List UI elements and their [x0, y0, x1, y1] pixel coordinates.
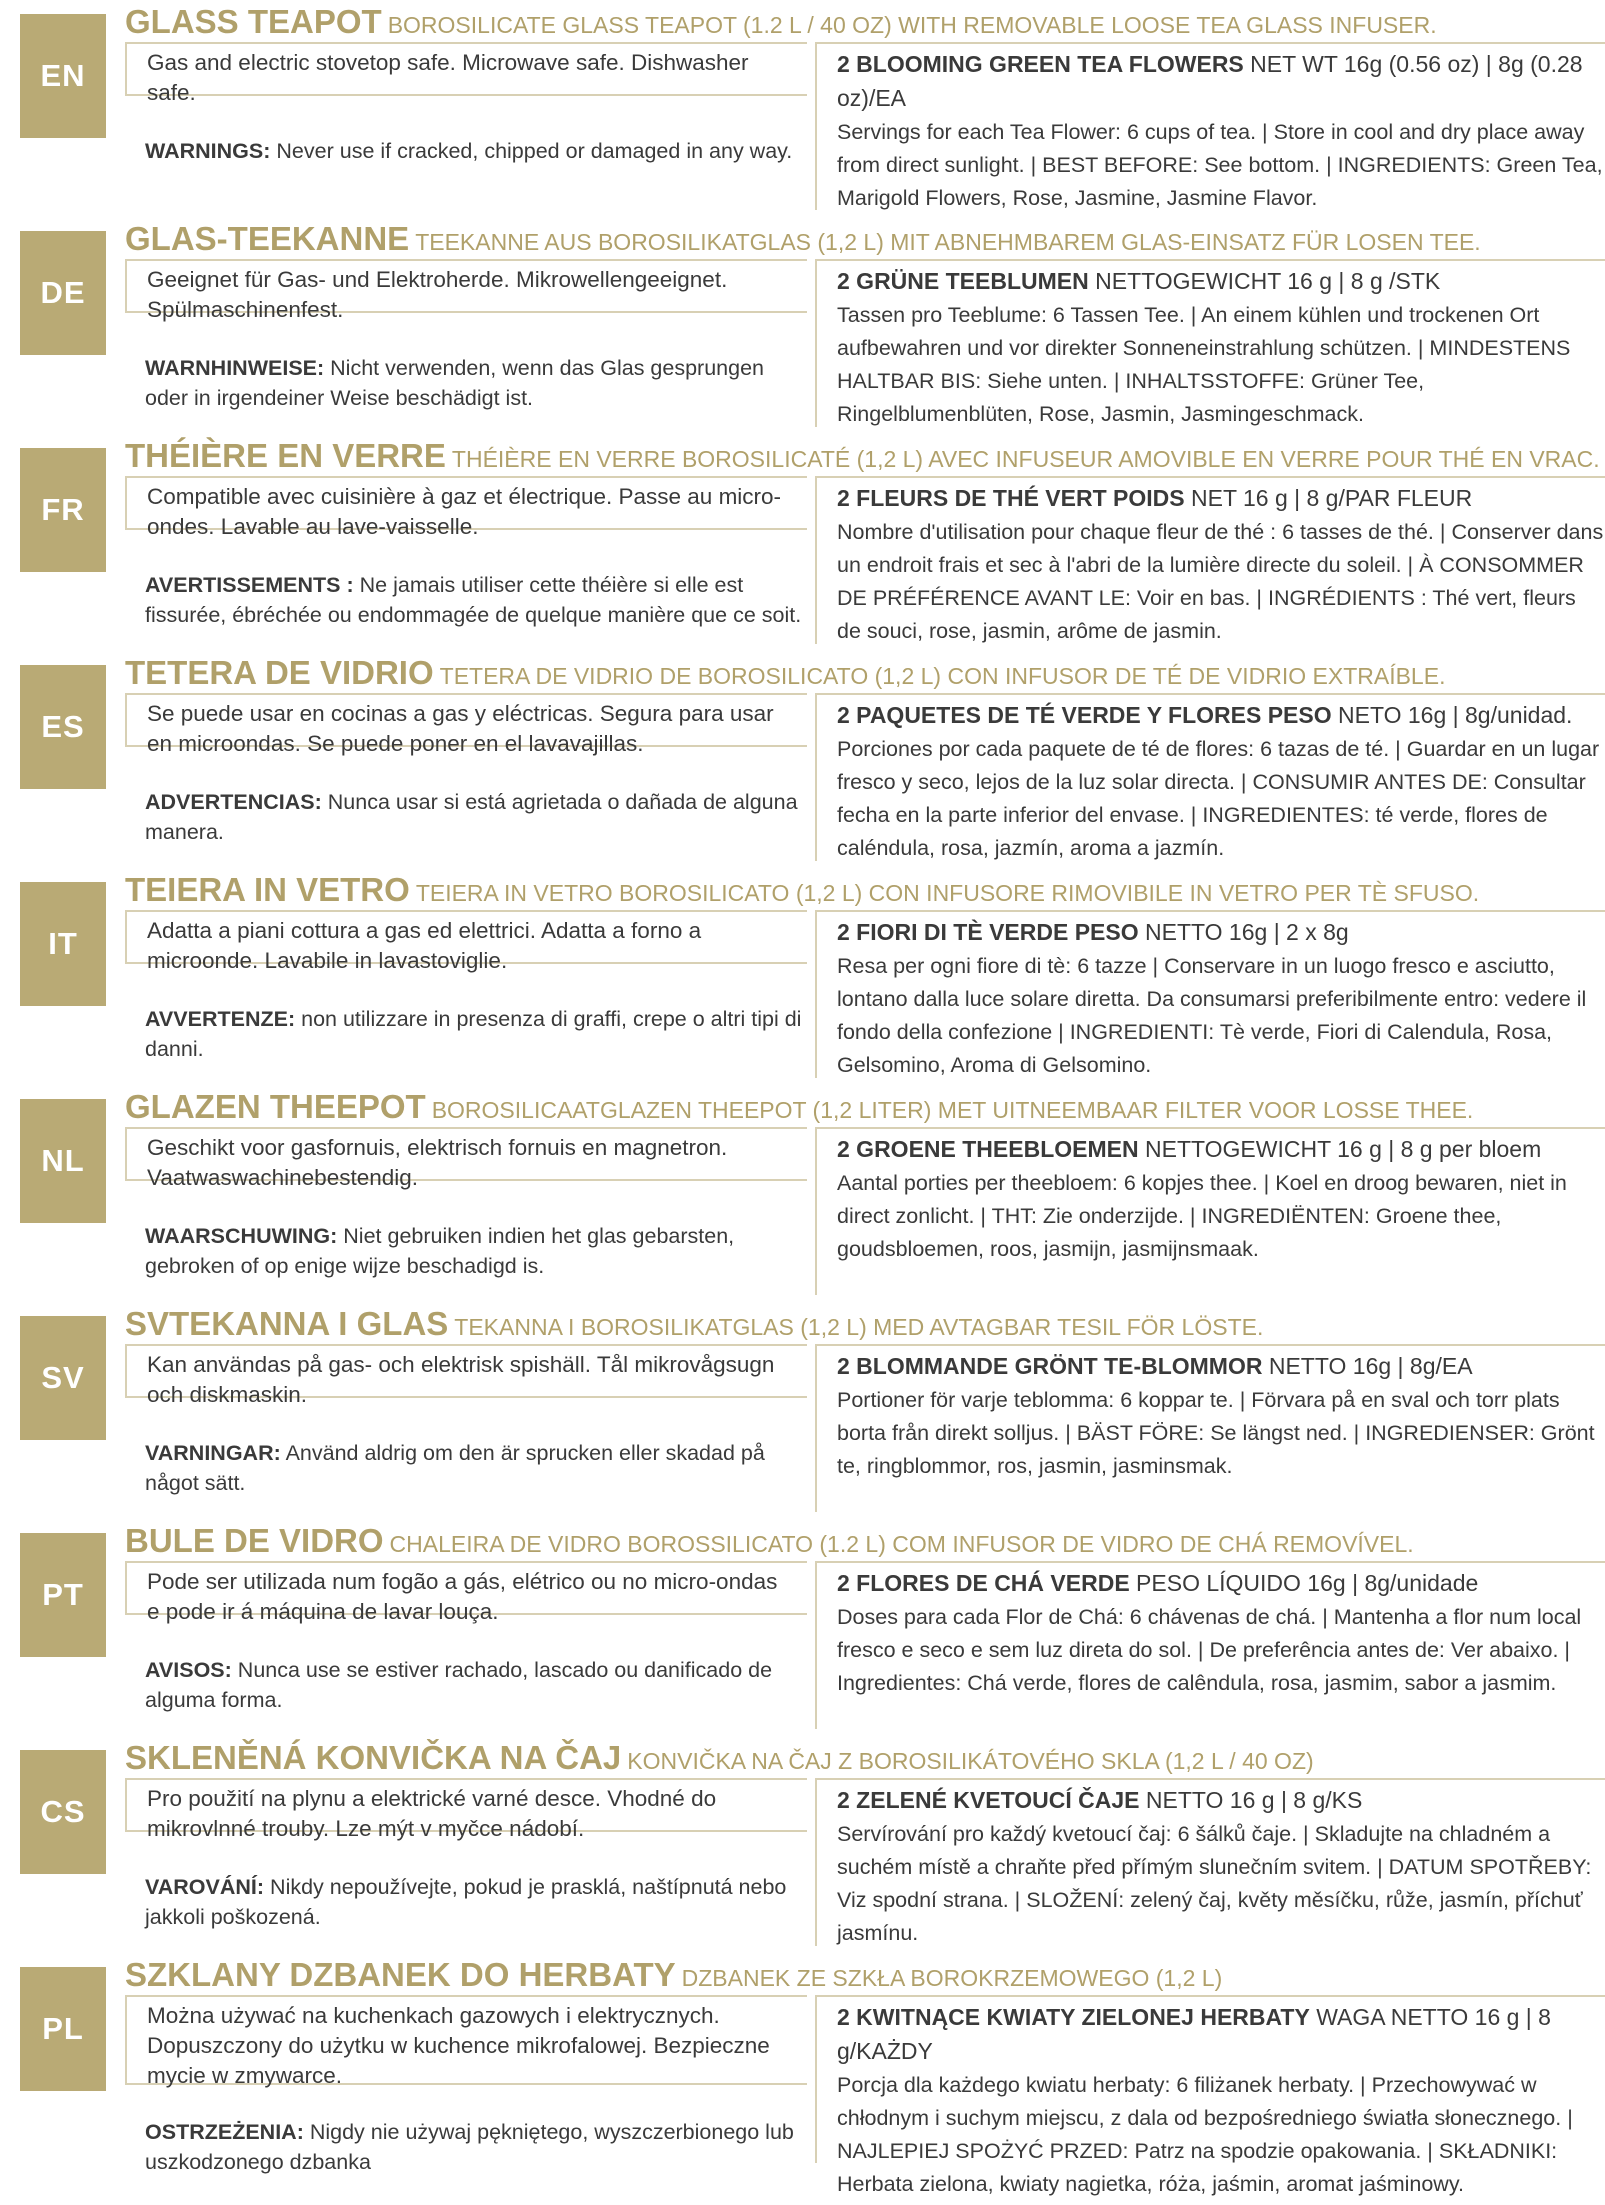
warning	[145, 570, 805, 630]
language-badge: EN	[20, 14, 106, 138]
product-subtitle: DZBANEK ZE SZKŁA BOROKRZEMOWEGO (1,2 L)	[681, 1965, 1223, 1991]
product-weight: NETTOGEWICHT 16 g | 8 g /STK	[1095, 268, 1441, 294]
product-name: THÉIÈRE EN VERRE	[125, 437, 446, 474]
warning	[145, 2117, 805, 2177]
product-subtitle: KONVIČKA NA ČAJ Z BOROSILIKÁTOVÉHO SKLA (1,2 L / 40 OZ)	[627, 1748, 1314, 1774]
product-name: BULE DE VIDRO	[125, 1522, 384, 1559]
warning-label: AVERTISSEMENTS :	[145, 573, 354, 597]
usage-box	[125, 1995, 807, 2088]
language-badge: CS	[20, 1750, 106, 1874]
product-name: SKLENĚNÁ KONVIČKA NA ČAJ	[125, 1739, 622, 1776]
usage-text: Można używać na kuchenkach gazowych i elektrycznych. Dopuszczony do użytku w kuchence mikrofalowej. Bezpieczne mycie w zmywarce.	[147, 2003, 770, 2088]
product-weight: PESO LÍQUIDO 16g | 8g/unidade	[1136, 1570, 1479, 1596]
product-name: GLAS-TEEKANNE	[125, 220, 410, 257]
language-badge: SV	[20, 1316, 106, 1440]
usage-text: Compatible avec cuisinière à gaz et électrique. Passe au micro-ondes. Lavable au lave-vaisselle.	[147, 484, 782, 539]
usage-box	[125, 1344, 807, 1407]
warning-text: Nigdy nie używaj pękniętego, wyszczerbionego lub uszkodzonego dzbanka	[145, 2120, 794, 2174]
product-subtitle: BOROSILICAATGLAZEN THEEPOT (1,2 LITER) MET UITNEEMBAAR FILTER VOOR LOSSE THEE.	[431, 1097, 1474, 1123]
warning	[145, 1655, 805, 1715]
product-name: SVTEKANNA I GLAS	[125, 1305, 449, 1342]
usage-text: Pode ser utilizada num fogão a gás, elétrico ou no micro-ondas e pode ir á máquina de lavar louça.	[147, 1569, 778, 1624]
section-title	[125, 868, 1479, 912]
product-info-box	[815, 1127, 1605, 1295]
warning-text: Använd aldrig om den är sprucken eller skadad på något sätt.	[145, 1441, 765, 1495]
product-info-box	[815, 42, 1605, 210]
product-title: 2 BLOMMANDE GRÖNT TE-BLOMMOR	[837, 1353, 1263, 1379]
warning-text: Never use if cracked, chipped or damaged in any way.	[276, 139, 793, 163]
product-name: TEIERA IN VETRO	[125, 871, 410, 908]
usage-box	[125, 1561, 807, 1624]
product-info-box	[815, 1995, 1605, 2196]
product-title: 2 GROENE THEEBLOEMEN	[837, 1136, 1139, 1162]
product-title: 2 PAQUETES DE TÉ VERDE Y FLORES PESO	[837, 702, 1332, 728]
section-title	[125, 1736, 1314, 1780]
warning-label: WAARSCHUWING:	[145, 1224, 338, 1248]
product-title: 2 KWITNĄCE KWIATY ZIELONEJ HERBATY	[837, 2004, 1310, 2030]
section-title	[125, 1302, 1263, 1346]
product-subtitle: TEEKANNE AUS BOROSILIKATGLAS (1,2 L) MIT ABNEHMBAREM GLAS-EINSATZ FÜR LOSEN TEE.	[415, 229, 1481, 255]
usage-box	[125, 1778, 807, 1841]
warning-text: Nunca use se estiver rachado, lascado ou danificado de alguma forma.	[145, 1658, 773, 1712]
language-badge: ES	[20, 665, 106, 789]
warning	[145, 136, 805, 166]
language-badge: PL	[20, 1967, 106, 2091]
product-title: 2 BLOOMING GREEN TEA FLOWERS	[837, 51, 1244, 77]
product-details: Portioner för varje teblomma: 6 koppar te. | Förvara på en sval och torr plats borta från direkt solljus. | BÄST FÖRE: Se längst ned. | INGREDIENSER: Grönt te, ringblommor, ros, jasmin, jasminsmak.	[837, 1388, 1595, 1478]
warning-text: Nunca usar si está agrietada o dañada de alguna manera.	[145, 790, 798, 844]
product-name: GLASS TEAPOT	[125, 3, 382, 40]
product-title: 2 FIORI DI TÈ VERDE PESO	[837, 919, 1139, 945]
product-details: Porcja dla każdego kwiatu herbaty: 6 filiżanek herbaty. | Przechowywać w chłodnym i suchym miejscu, z dala od bezpośredniego światła słonecznego. | NAJLEPIEJ SPOŻYĆ PRZED: Patrz na spodzie opakowania. | SKŁADNIKI: Herbata zielona, kwiaty nagietka, róża, jaśmin, aromat jaśminowy.	[837, 2073, 1573, 2196]
usage-box	[125, 42, 807, 105]
warning-label: AVVERTENZE:	[145, 1007, 296, 1031]
product-weight: WAGA NETTO 16 g | 8 g/KAŻDY	[837, 2004, 1551, 2064]
usage-text: Geschikt voor gasfornuis, elektrisch fornuis en magnetron. Vaatwaswachinebestendig.	[147, 1135, 728, 1190]
product-name: GLAZEN THEEPOT	[125, 1088, 426, 1125]
product-details: Porciones por cada paquete de té de flores: 6 tazas de té. | Guardar en un lugar fresco y seco, lejos de la luz solar directa. | CONSUMIR ANTES DE: Consultar fecha en la parte inferior del envase. | INGREDIENTES: té verde, flores de caléndula, rosa, jazmín, aroma a jazmín.	[837, 737, 1600, 860]
usage-text: Se puede usar en cocinas a gas y eléctricas. Segura para usar en microondas. Se puede poner en el lavavajillas.	[147, 701, 774, 756]
usage-box	[125, 1127, 807, 1190]
warning-label: VARNINGAR:	[145, 1441, 281, 1465]
product-details: Resa per ogni fiore di tè: 6 tazze | Conservare in un luogo fresco e asciutto, lontano dalla luce solare diretta. Da consumarsi preferibilmente entro: vedere il fondo della confezione | INGREDIENTI: Tè verde, Fiori di Calendula, Rosa, Gelsomino, Aroma di Gelsomino.	[837, 954, 1587, 1077]
language-badge: DE	[20, 231, 106, 355]
product-name: TETERA DE VIDRIO	[125, 654, 434, 691]
product-info-box	[815, 476, 1605, 644]
section-title	[125, 0, 1437, 44]
product-details: Nombre d'utilisation pour chaque fleur de thé : 6 tasses de thé. | Conserver dans un endroit frais et sec à l'abri de la lumière directe du soleil. | À CONSOMMER DE PRÉFÉRENCE AVANT LE: Voir en bas. | INGRÉDIENTS : Thé vert, fleurs de souci, rose, jasmin, arôme de jasmin.	[837, 520, 1604, 643]
usage-text: Geeignet für Gas- und Elektroherde. Mikrowellengeeignet. Spülmaschinenfest.	[147, 267, 728, 322]
usage-box	[125, 693, 807, 756]
section-title	[125, 1085, 1473, 1129]
warning	[145, 1438, 805, 1498]
product-details: Aantal porties per theebloem: 6 kopjes thee. | Koel en droog bewaren, niet in direct zonlicht. | THT: Zie onderzijde. | INGREDIËNTEN: Groene thee, goudsbloemen, roos, jasmijn, jasmijnsmaak.	[837, 1171, 1567, 1261]
usage-text: Pro použití na plynu a elektrické varné desce. Vhodné do mikrovlnné trouby. Lze mýt v myčce nádobí.	[147, 1786, 717, 1841]
product-details: Servings for each Tea Flower: 6 cups of tea. | Store in cool and dry place away from direct sunlight. | BEST BEFORE: See bottom. | INGREDIENTS: Green Tea, Marigold Flowers, Rose, Jasmine, Jasmine Flavor.	[837, 120, 1603, 210]
product-subtitle: TEKANNA I BOROSILIKATGLAS (1,2 L) MED AVTAGBAR TESIL FÖR LÖSTE.	[454, 1314, 1264, 1340]
warning-label: AVISOS:	[145, 1658, 232, 1682]
language-badge: IT	[20, 882, 106, 1006]
warning-text: Ne jamais utiliser cette théière si elle est fissurée, ébréchée ou endommagée de quelque manière que ce soit.	[145, 573, 802, 627]
warning	[145, 1872, 805, 1932]
product-name: SZKLANY DZBANEK DO HERBATY	[125, 1956, 676, 1993]
language-badge: FR	[20, 448, 106, 572]
product-info-box	[815, 693, 1605, 861]
product-info-box	[815, 1561, 1605, 1729]
product-weight: NET WT 16g (0.56 oz) | 8g (0.28 oz)/EA	[837, 51, 1583, 111]
warning-text: Nikdy nepoužívejte, pokud je prasklá, naštípnutá nebo jakkoli poškozená.	[145, 1875, 787, 1929]
usage-text: Gas and electric stovetop safe. Microwave safe. Dishwasher safe.	[147, 50, 749, 105]
warning-text: Niet gebruiken indien het glas gebarsten, gebroken of op enige wijze beschadigd is.	[145, 1224, 735, 1278]
warning-label: ADVERTENCIAS:	[145, 790, 322, 814]
usage-box	[125, 259, 807, 322]
warning	[145, 1221, 805, 1281]
warning-label: VAROVÁNÍ:	[145, 1875, 265, 1899]
product-weight: NETO 16g | 8g/unidad.	[1338, 702, 1573, 728]
product-weight: NETTOGEWICHT 16 g | 8 g per bloem	[1145, 1136, 1542, 1162]
section-title	[125, 434, 1600, 478]
usage-box	[125, 476, 807, 539]
product-title: 2 ZELENÉ KVETOUCÍ ČAJE	[837, 1787, 1140, 1813]
product-weight: NETTO 16g | 2 x 8g	[1145, 919, 1349, 945]
warning	[145, 353, 805, 413]
warning	[145, 787, 805, 847]
warning-text: Nicht verwenden, wenn das Glas gesprungen oder in irgendeiner Weise beschädigt ist.	[145, 356, 764, 410]
product-info-box	[815, 1344, 1605, 1512]
product-weight: NETTO 16 g | 8 g/KS	[1145, 1787, 1363, 1813]
section-title	[125, 1519, 1414, 1563]
product-weight: NET 16 g | 8 g/PAR FLEUR	[1191, 485, 1473, 511]
warning	[145, 1004, 805, 1064]
product-title: 2 GRÜNE TEEBLUMEN	[837, 268, 1089, 294]
usage-text: Kan användas på gas- och elektrisk spishäll. Tål mikrovågsugn och diskmaskin.	[147, 1352, 775, 1407]
warning-text: non utilizzare in presenza di graffi, crepe o altri tipi di danni.	[145, 1007, 802, 1061]
warning-label: WARNHINWEISE:	[145, 356, 325, 380]
product-title: 2 FLEURS DE THÉ VERT POIDS	[837, 485, 1185, 511]
product-details: Tassen pro Teeblume: 6 Tassen Tee. | An einem kühlen und trockenen Ort aufbewahren und vor direkter Sonneneinstrahlung schützen. | MINDESTENS HALTBAR BIS: Siehe unten. | INHALTSSTOFFE: Grüner Tee, Ringelblumenblüten, Rose, Jasmin, Jasmingeschmack.	[837, 303, 1571, 426]
product-details: Servírování pro každý kvetoucí čaj: 6 šálků čaje. | Skladujte na chladném a suchém místě a chraňte před přímým slunečním svitem. | DATUM SPOTŘEBY: Viz spodní strana. | SLOŽENÍ: zelený čaj, květy měsíčku, růže, jasmín, příchuť jasmínu.	[837, 1822, 1592, 1945]
section-title	[125, 1953, 1222, 1997]
product-title: 2 FLORES DE CHÁ VERDE	[837, 1570, 1130, 1596]
usage-text: Adatta a piani cottura a gas ed elettrici. Adatta a forno a microonde. Lavabile in lavastoviglie.	[147, 918, 702, 973]
product-subtitle: TETERA DE VIDRIO DE BOROSILICATO (1,2 L) CON INFUSOR DE TÉ DE VIDRIO EXTRAÍBLE.	[439, 663, 1446, 689]
product-subtitle: THÉIÈRE EN VERRE BOROSILICATÉ (1,2 L) AVEC INFUSEUR AMOVIBLE EN VERRE POUR THÉ EN VRAC.	[451, 446, 1600, 472]
section-title	[125, 217, 1481, 261]
product-info-box	[815, 259, 1605, 427]
product-info-box	[815, 910, 1605, 1078]
language-badge: NL	[20, 1099, 106, 1223]
language-badge: PT	[20, 1533, 106, 1657]
product-weight: NETTO 16g | 8g/EA	[1268, 1353, 1473, 1379]
product-subtitle: CHALEIRA DE VIDRO BOROSSILICATO (1.2 L) COM INFUSOR DE VIDRO DE CHÁ REMOVÍVEL.	[389, 1531, 1414, 1557]
product-details: Doses para cada Flor de Chá: 6 chávenas de chá. | Mantenha a flor num local fresco e seco e sem luz direta do sol. | De preferência antes de: Ver abaixo. | Ingredientes: Chá verde, flores de calêndula, rosa, jasmim, sabor a jasmim.	[837, 1605, 1582, 1695]
product-subtitle: TEIERA IN VETRO BOROSILICATO (1,2 L) CON INFUSORE RIMOVIBILE IN VETRO PER TÈ SFUSO.	[415, 880, 1480, 906]
product-info-box	[815, 1778, 1605, 1946]
warning-label: OSTRZEŻENIA:	[145, 2120, 304, 2144]
warning-label: WARNINGS:	[145, 139, 271, 163]
usage-box	[125, 910, 807, 973]
product-subtitle: BOROSILICATE GLASS TEAPOT (1.2 L / 40 OZ) WITH REMOVABLE LOOSE TEA GLASS INFUSER.	[387, 12, 1437, 38]
section-title	[125, 651, 1445, 695]
